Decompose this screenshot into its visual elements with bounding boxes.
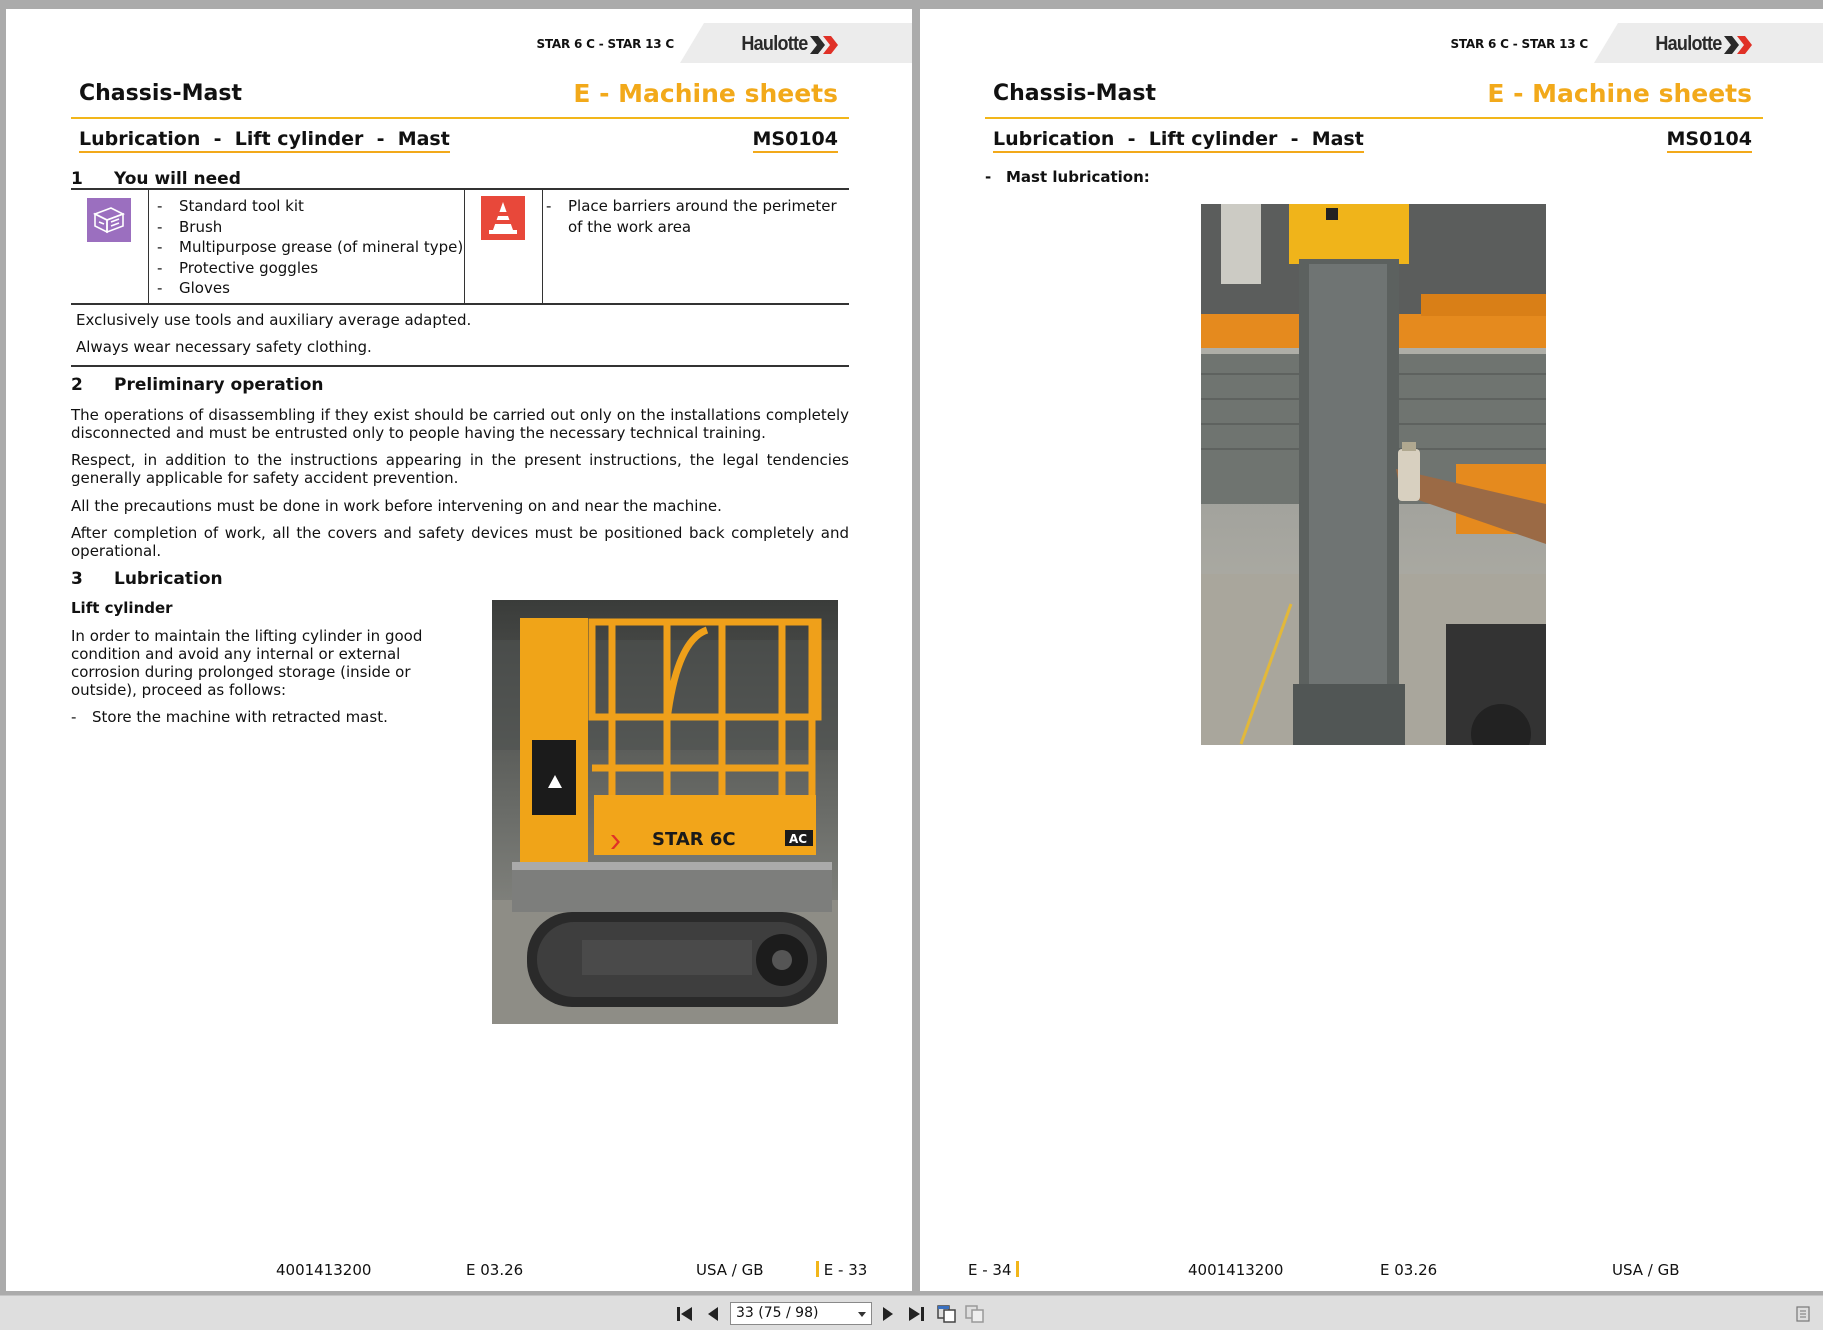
section-number: 3 [71, 569, 83, 589]
footer-edition: E 03.26 [1380, 1261, 1438, 1279]
header-model: STAR 6 C - STAR 13 C [1450, 37, 1588, 51]
safety-list [546, 196, 846, 237]
lift-cylinder-paragraph: In order to maintain the lifting cylinder in good condition and avoid any internal or external corrosion during prolonged storage (inside or outside), proceed as follows: [71, 627, 423, 699]
machine-label: STAR 6C [652, 829, 736, 850]
footer-doc-number: 4001413200 [1188, 1261, 1284, 1279]
safety-cone-icon [481, 196, 525, 240]
footer-page-text: E - 34 [968, 1261, 1012, 1279]
section-title: Chassis-Mast [993, 81, 1156, 106]
section-2-heading [71, 375, 324, 395]
chevron-down-icon [858, 1312, 866, 1317]
section-heading-text: Preliminary operation [114, 375, 324, 395]
section-1-heading [71, 169, 241, 189]
footer-accent-bar [1016, 1261, 1019, 1277]
footer-accent-bar [816, 1261, 819, 1277]
category-title: E - Machine sheets [573, 79, 838, 108]
procedure-title: Lubrication - Lift cylinder - Mast [79, 128, 450, 153]
lift-cylinder-bullet: - Store the machine with retracted mast. [71, 708, 388, 726]
list-item: - Place barriers around the perimeter of the work area [546, 196, 846, 237]
mast-lubrication-bullet: - Mast lubrication: [985, 168, 1150, 186]
lift-cylinder-heading: Lift cylinder [71, 599, 173, 617]
list-item: - Brush [157, 217, 463, 238]
dual-page-icon[interactable] [936, 1304, 958, 1324]
section-rule [71, 365, 849, 367]
prelim-paragraph: All the precautions must be done in work before intervening on and near the machine. [71, 497, 722, 515]
prelim-paragraph: Respect, in addition to the instructions appearing in the present instructions, the legal tendencies generally applicable for safety accident prevention. [71, 451, 849, 487]
brand-name: Haulotte [1655, 33, 1722, 55]
sidebar-toggle-icon[interactable] [1792, 1304, 1814, 1324]
category-title: E - Machine sheets [1487, 79, 1752, 108]
procedure-title: Lubrication - Lift cylinder - Mast [993, 128, 1364, 153]
machine-photo [492, 600, 838, 1024]
prelim-paragraph: After completion of work, all the covers and safety devices must be positioned back completely and operational. [71, 524, 849, 560]
header-rule [71, 117, 849, 119]
note-tools: Exclusively use tools and auxiliary average adapted. [76, 311, 472, 329]
tools-list [157, 196, 463, 299]
brand-logo [1648, 33, 1754, 56]
header-model: STAR 6 C - STAR 13 C [536, 37, 674, 51]
last-page-icon[interactable] [905, 1304, 927, 1324]
list-item: - Protective goggles [157, 258, 463, 279]
footer-page-text: E - 33 [823, 1261, 868, 1279]
list-item: - Gloves [157, 278, 463, 299]
mast-lubrication-photo [1201, 204, 1546, 745]
first-page-icon[interactable] [674, 1304, 696, 1324]
footer-doc-number: 4001413200 [276, 1261, 372, 1279]
section-title: Chassis-Mast [79, 81, 242, 106]
left-page [6, 9, 912, 1291]
table-divider [148, 190, 149, 303]
header-rule [985, 117, 1763, 119]
section-number: 1 [71, 169, 83, 189]
section-number: 2 [71, 375, 83, 395]
footer-region: USA / GB [696, 1261, 764, 1279]
viewer-toolbar [0, 1295, 1823, 1330]
table-divider [464, 190, 465, 303]
brand-logo [734, 33, 840, 56]
footer-page-number [968, 1261, 1019, 1279]
note-clothing: Always wear necessary safety clothing. [76, 338, 372, 356]
list-item: - Standard tool kit [157, 196, 463, 217]
brand-chevron-icon [1724, 36, 1754, 54]
procedure-code: MS0104 [753, 128, 838, 153]
next-page-icon[interactable] [877, 1304, 899, 1324]
procedure-code: MS0104 [1667, 128, 1752, 153]
section-heading-text: Lubrication [114, 569, 223, 589]
machine-badge: AC [789, 832, 808, 846]
page-selector[interactable] [730, 1302, 872, 1325]
section-3-heading [71, 569, 223, 589]
toolkit-icon [87, 198, 131, 242]
list-item: - Multipurpose grease (of mineral type) [157, 237, 463, 258]
right-page [920, 9, 1823, 1291]
footer-page-number [816, 1261, 867, 1279]
bullet-text: Mast lubrication: [1006, 168, 1150, 186]
footer-edition: E 03.26 [466, 1261, 524, 1279]
requirements-table [71, 188, 849, 305]
brand-name: Haulotte [741, 33, 808, 55]
prelim-paragraph: The operations of disassembling if they exist should be carried out only on the installations completely disconnected and must be entrusted only to people having the necessary technical training. [71, 406, 849, 442]
section-heading-text: You will need [114, 169, 241, 189]
page-indicator-text: 33 (75 / 98) [736, 1305, 819, 1321]
prev-page-icon[interactable] [702, 1304, 724, 1324]
single-page-icon[interactable] [964, 1304, 986, 1324]
brand-chevron-icon [810, 36, 840, 54]
table-divider [542, 190, 543, 303]
bullet-text: Store the machine with retracted mast. [92, 708, 388, 726]
footer-region: USA / GB [1612, 1261, 1680, 1279]
